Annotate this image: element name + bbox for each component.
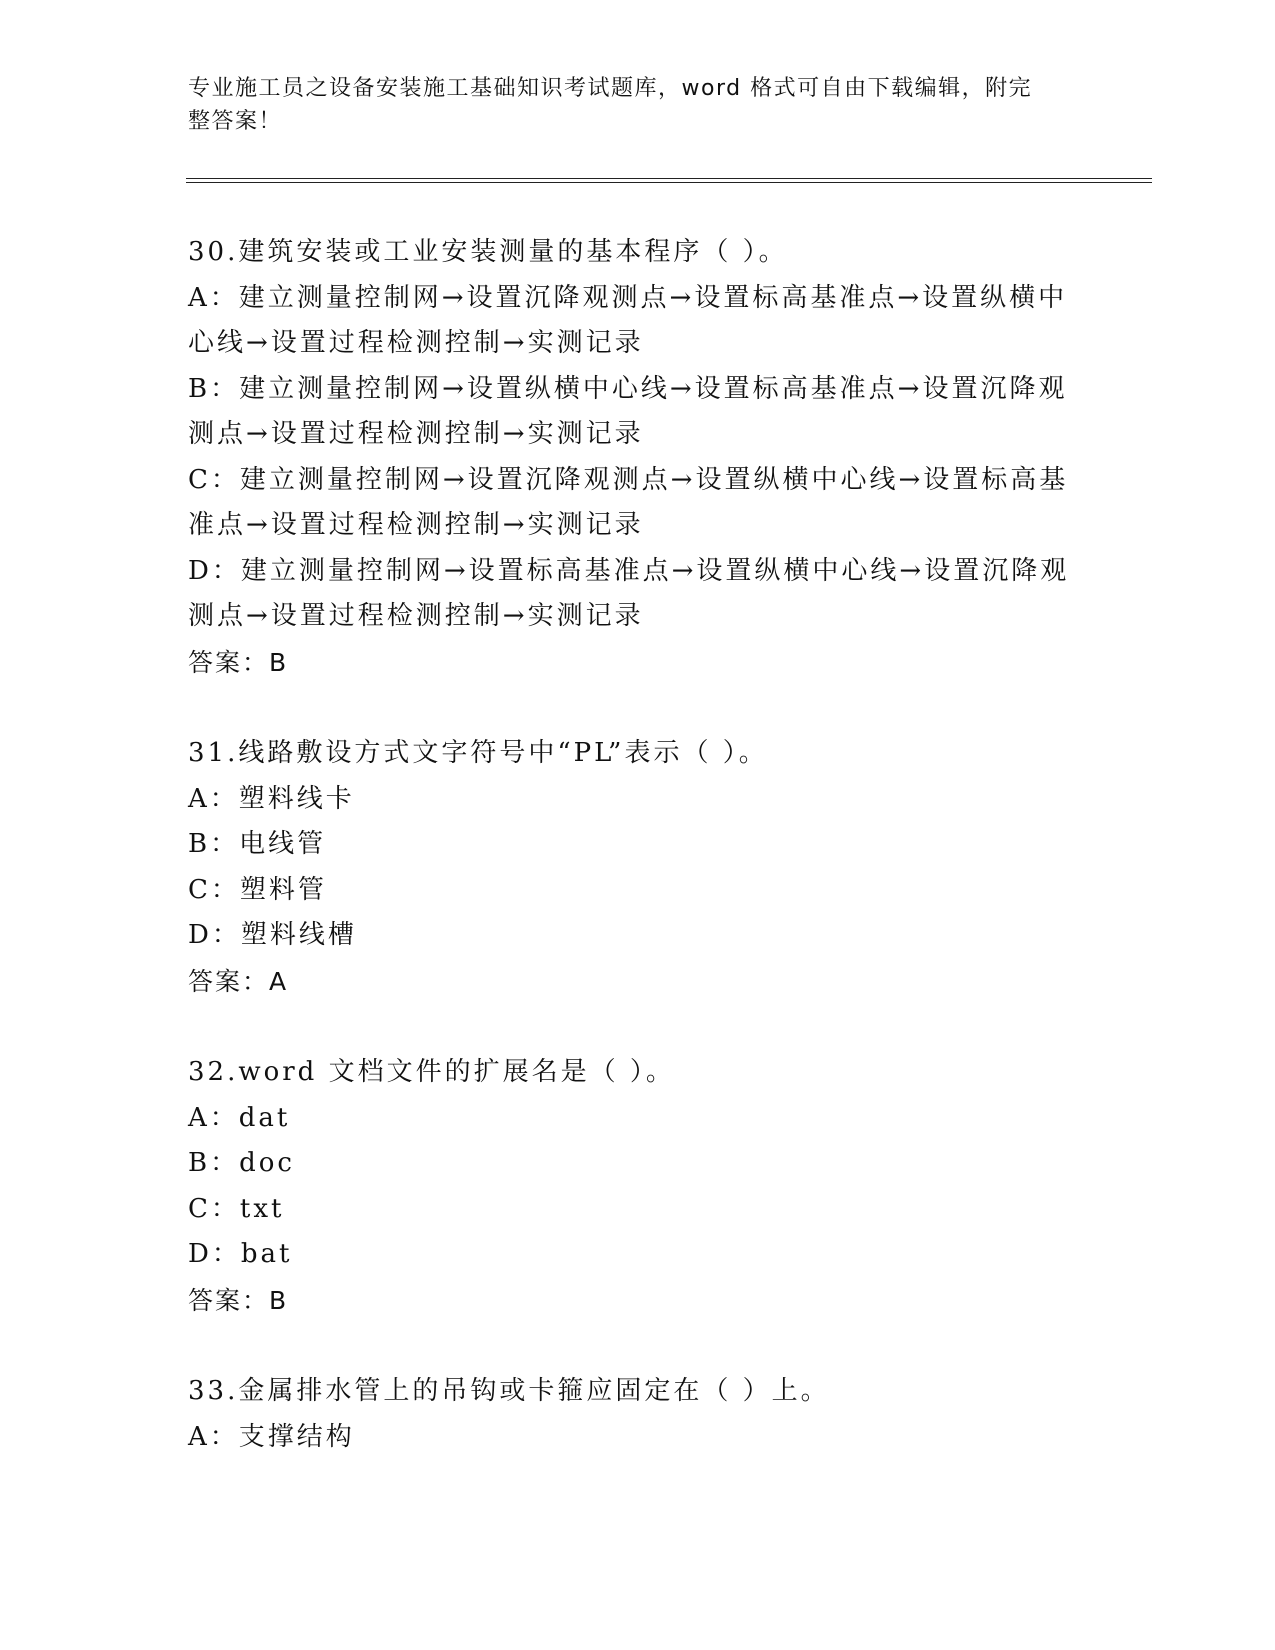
option-d-line-2: 测点→设置过程检测控制→实测记录: [188, 601, 644, 631]
option-d-line-1: D：建立测量控制网→设置标高基准点→设置纵横中心线→设置沉降观: [188, 555, 1070, 586]
question-33: [188, 1369, 1088, 1460]
option-a: A：dat: [188, 1102, 291, 1133]
option-c-line-1: C：建立测量控制网→设置沉降观测点→设置纵横中心线→设置标高基: [188, 464, 1069, 495]
option-b: B：doc: [188, 1148, 295, 1178]
question-30: [188, 230, 1088, 685]
option-b: B：电线管: [188, 829, 327, 859]
header-divider: [186, 178, 1152, 183]
option-d: D：塑料线槽: [188, 920, 357, 950]
question-stem: 31.线路敷设方式文字符号中“PL”表示（ ）。: [188, 738, 768, 768]
option-a-line-2: 心线→设置过程检测控制→实测记录: [188, 328, 644, 358]
answer-label: 答案：B: [188, 647, 289, 677]
question-stem: 33.金属排水管上的吊钩或卡箍应固定在（ ）上。: [188, 1376, 830, 1406]
header-line-1: 专业施工员之设备安装施工基础知识考试题库，word 格式可自由下载编辑，附完: [188, 76, 1033, 101]
header-line-2: 整答案！: [188, 109, 283, 134]
option-c: C：txt: [188, 1193, 285, 1224]
question-stem: 32.word 文档文件的扩展名是（ ）。: [188, 1057, 675, 1087]
answer-label: 答案：A: [188, 966, 289, 996]
option-c-line-2: 准点→设置过程检测控制→实测记录: [188, 510, 644, 540]
option-a: A：塑料线卡: [188, 783, 355, 814]
option-a: A：支撑结构: [188, 1421, 355, 1452]
question-list: [188, 230, 1088, 1506]
document-header: [188, 72, 1068, 138]
answer-label: 答案：B: [188, 1285, 289, 1315]
option-a-line-1: A：建立测量控制网→设置沉降观测点→设置标高基准点→设置纵横中: [188, 282, 1068, 313]
option-d: D：bat: [188, 1239, 293, 1269]
option-b-line-2: 测点→设置过程检测控制→实测记录: [188, 419, 644, 449]
option-c: C：塑料管: [188, 874, 327, 905]
option-b-line-1: B：建立测量控制网→设置纵横中心线→设置标高基准点→设置沉降观: [188, 373, 1068, 404]
question-stem: 30.建筑安装或工业安装测量的基本程序（ ）。: [188, 237, 788, 267]
question-32: [188, 1050, 1088, 1323]
question-31: [188, 731, 1088, 1004]
